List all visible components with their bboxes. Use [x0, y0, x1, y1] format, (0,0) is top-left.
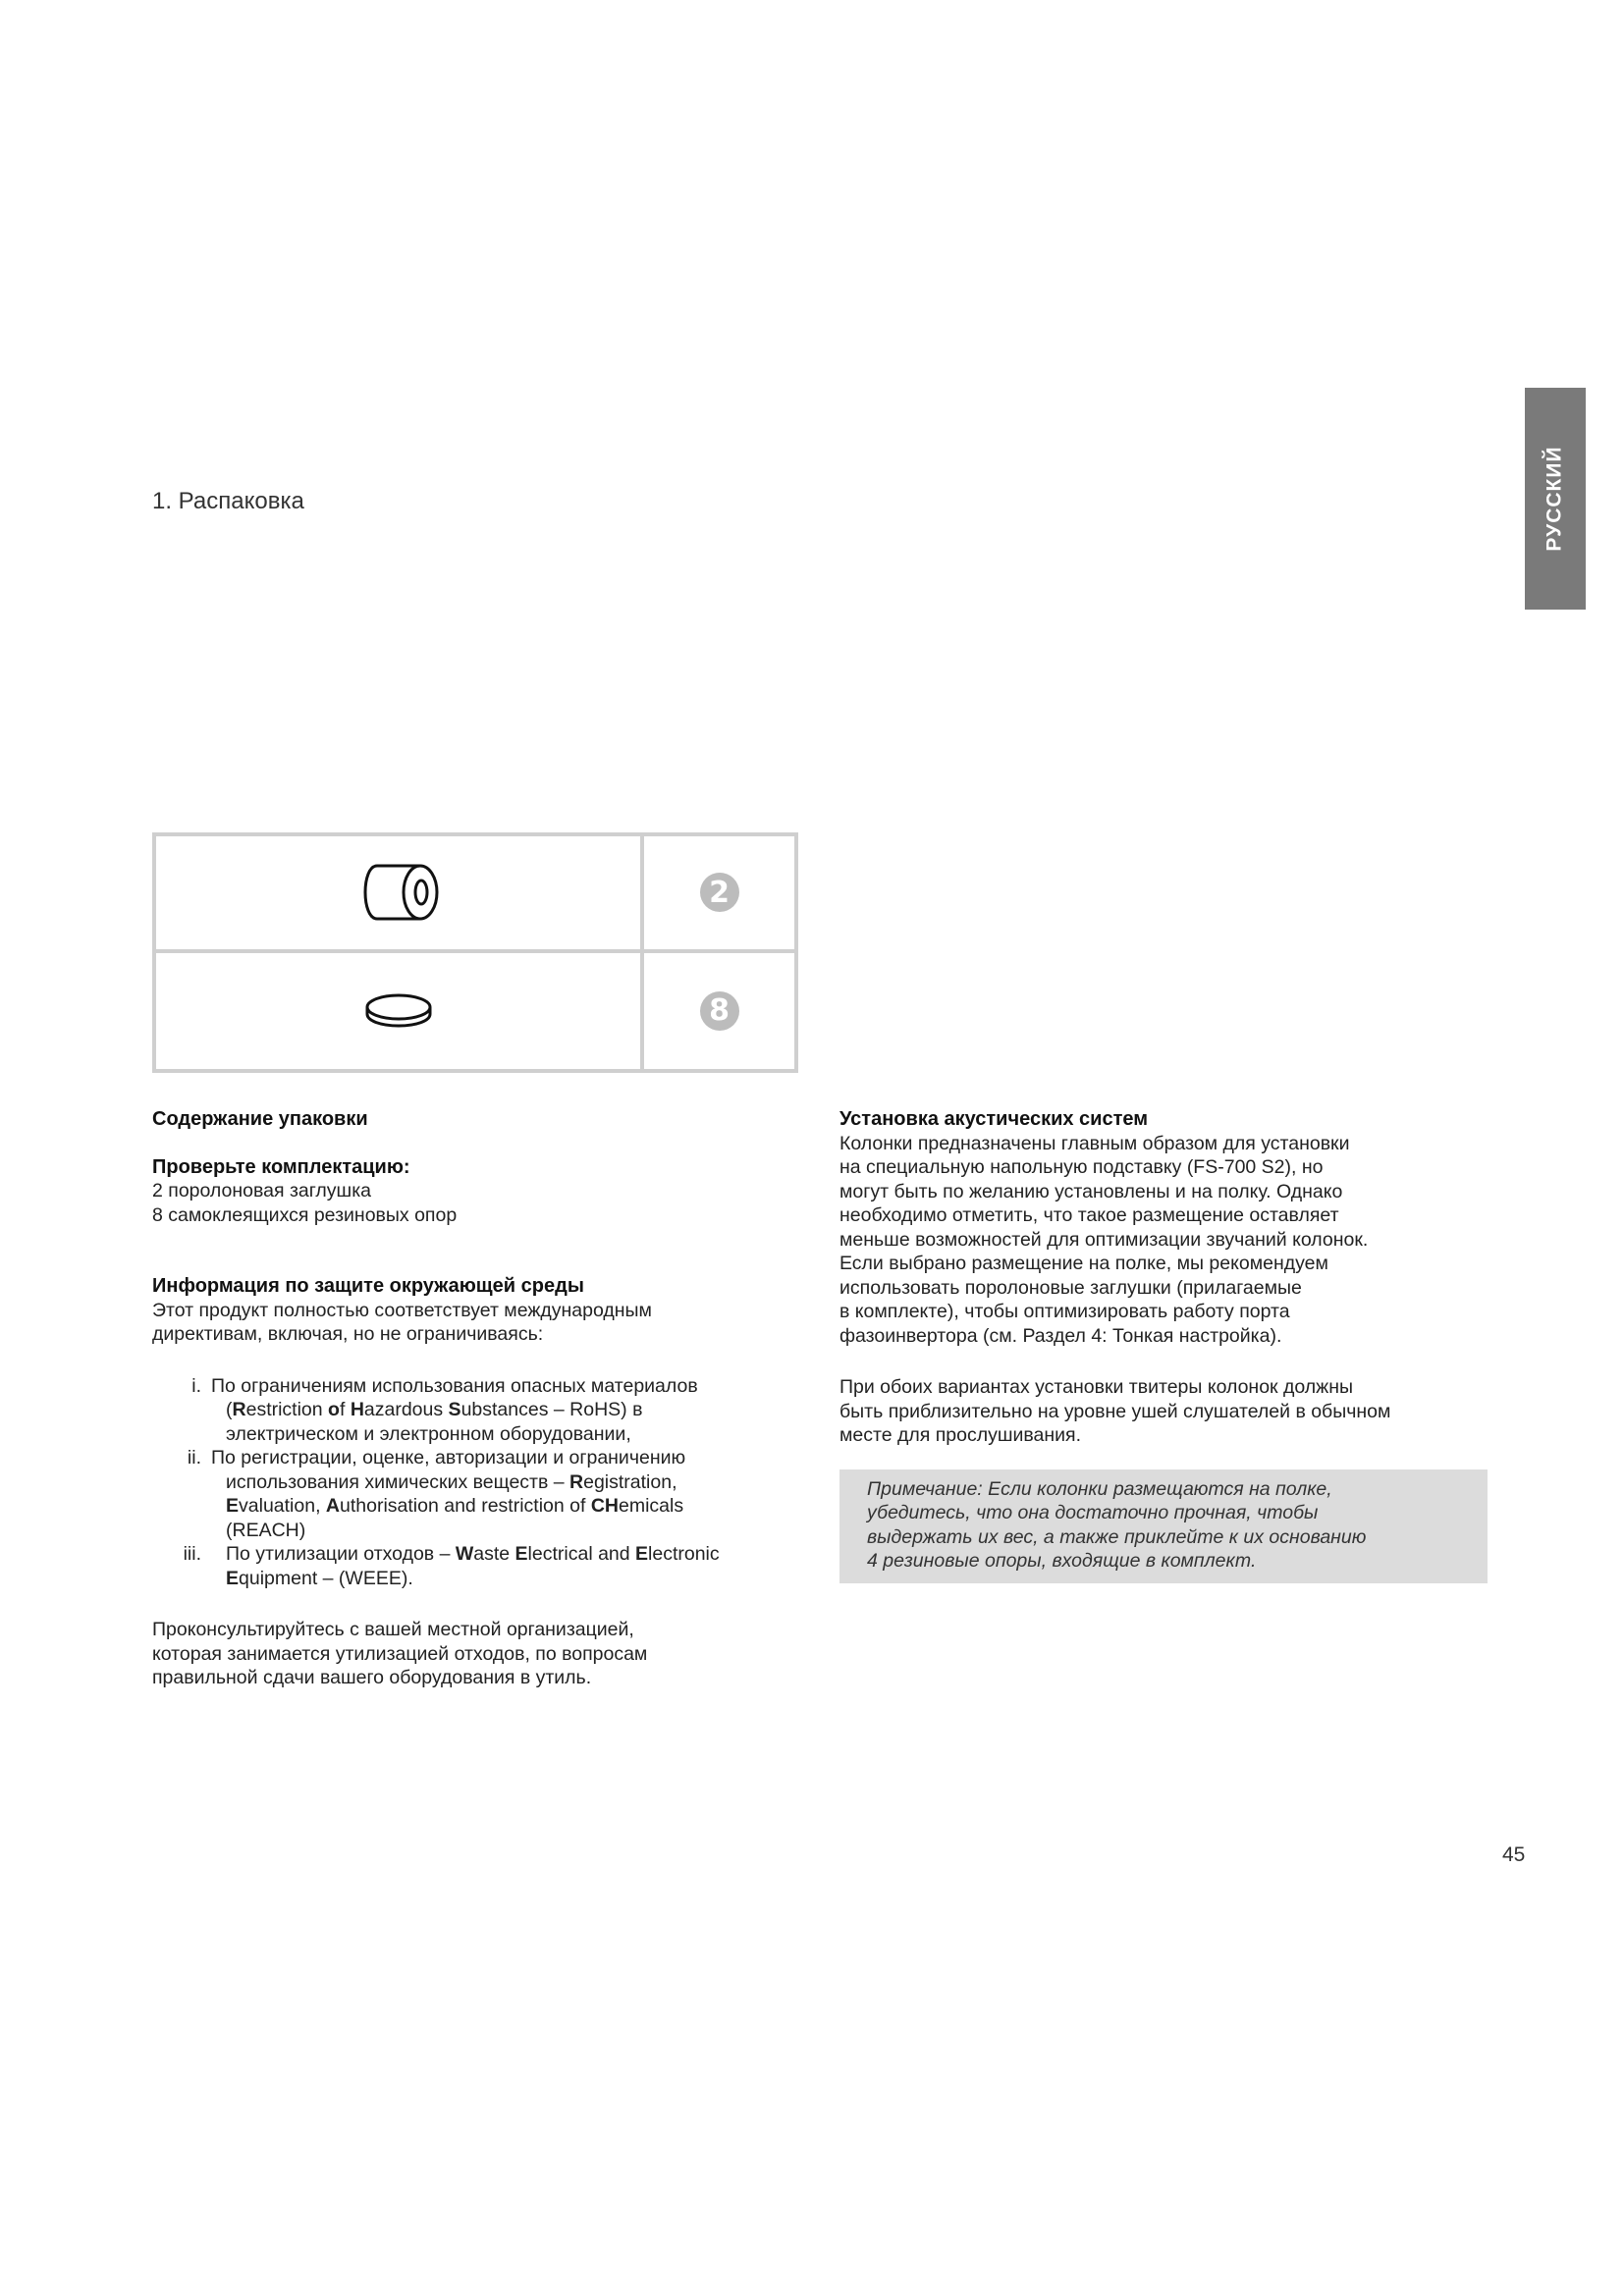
- package-row: [156, 953, 794, 1070]
- note-line: убедитесь, что она достаточно прочная, чтобы: [867, 1502, 1319, 1523]
- tweeter-line: быть приблизительно на уровне ушей слушателей в обычном: [839, 1400, 1391, 1422]
- package-quantity-cell: [644, 953, 794, 1070]
- section-title: 1. Распаковка: [152, 488, 304, 514]
- quantity-badge: 8: [700, 991, 739, 1031]
- installation-line: Если выбрано размещение на полке, мы рекомендуем: [839, 1253, 1328, 1274]
- right-column: [839, 1107, 1488, 1583]
- package-row: [156, 836, 794, 953]
- package-image-cell: [156, 953, 644, 1070]
- list-number: i.: [191, 1374, 201, 1397]
- environment-intro: Этот продукт полностью соответствует международным: [152, 1299, 652, 1321]
- installation-line: в комплекте), чтобы оптимизировать работу порта: [839, 1301, 1290, 1322]
- tweeter-line: месте для прослушивания.: [839, 1424, 1081, 1446]
- installation-line: фазоинвертора (см. Раздел 4: Тонкая настройка).: [839, 1324, 1282, 1347]
- environment-heading: Информация по защите окружающей среды: [152, 1275, 584, 1297]
- foam-bung-icon: [352, 858, 446, 927]
- language-tab-label: РУССКИЙ: [1543, 446, 1567, 552]
- installation-line: использовать поролоновые заглушки (прилагаемые: [839, 1276, 1302, 1299]
- installation-line: на специальную напольную подставку (FS-700 S2), но: [839, 1156, 1324, 1178]
- consult-text: которая занимается утилизацией отходов, по вопросам: [152, 1642, 648, 1665]
- check-line: 8 самоклеящихся резиновых опор: [152, 1203, 458, 1226]
- contents-heading: Содержание упаковки: [152, 1108, 368, 1130]
- list-number: iii.: [183, 1543, 201, 1565]
- list-item: i. По ограничениям использования опасных материалов (Restriction of Hazardous Substances – RoHS) в электрическом и электронном оборудовании,: [152, 1374, 800, 1447]
- language-tab: [1525, 388, 1586, 610]
- package-image-cell: [156, 836, 644, 949]
- list-item: iii. По утилизации отходов – Waste Electrical and Electronic Equipment – (WEEE).: [152, 1542, 800, 1590]
- note-line: Примечание: Если колонки размещаются на полке,: [867, 1477, 1332, 1500]
- consult-text: Проконсультируйтесь с вашей местной организацией,: [152, 1619, 634, 1640]
- page-number: 45: [1502, 1843, 1526, 1866]
- installation-line: могут быть по желанию установлены и на полку. Однако: [839, 1180, 1343, 1202]
- left-column: [152, 1107, 800, 1690]
- rubber-foot-icon: [359, 989, 438, 1033]
- installation-line: Колонки предназначены главным образом для установки: [839, 1132, 1350, 1154]
- installation-line: меньше возможностей для оптимизации звучаний колонок.: [839, 1228, 1369, 1251]
- note-line: выдержать их вес, а также приклейте к их основанию: [867, 1525, 1367, 1548]
- installation-heading: Установка акустических систем: [839, 1108, 1149, 1130]
- check-line: 2 поролоновая заглушка: [152, 1180, 371, 1201]
- note-line: 4 резиновые опоры, входящие в комплект.: [867, 1550, 1257, 1572]
- list-item: ii. По регистрации, оценке, авторизации и ограничению использования химических веществ – Registration, Evaluation, Authorisation and restriction of CHemicals (REACH): [152, 1446, 800, 1542]
- tweeter-line: При обоих вариантах установки твитеры колонок должны: [839, 1376, 1353, 1398]
- package-quantity-cell: [644, 836, 794, 949]
- quantity-badge: 2: [700, 873, 739, 912]
- list-number: ii.: [187, 1447, 201, 1468]
- environment-intro: директивам, включая, но не ограничиваясь:: [152, 1323, 544, 1345]
- check-heading: Проверьте комплектацию:: [152, 1155, 410, 1178]
- package-contents-table: [152, 832, 798, 1073]
- installation-line: необходимо отметить, что такое размещение оставляет: [839, 1204, 1339, 1226]
- directives-list: [152, 1374, 800, 1591]
- note-box: [839, 1469, 1488, 1583]
- consult-text: правильной сдачи вашего оборудования в утиль.: [152, 1667, 592, 1688]
